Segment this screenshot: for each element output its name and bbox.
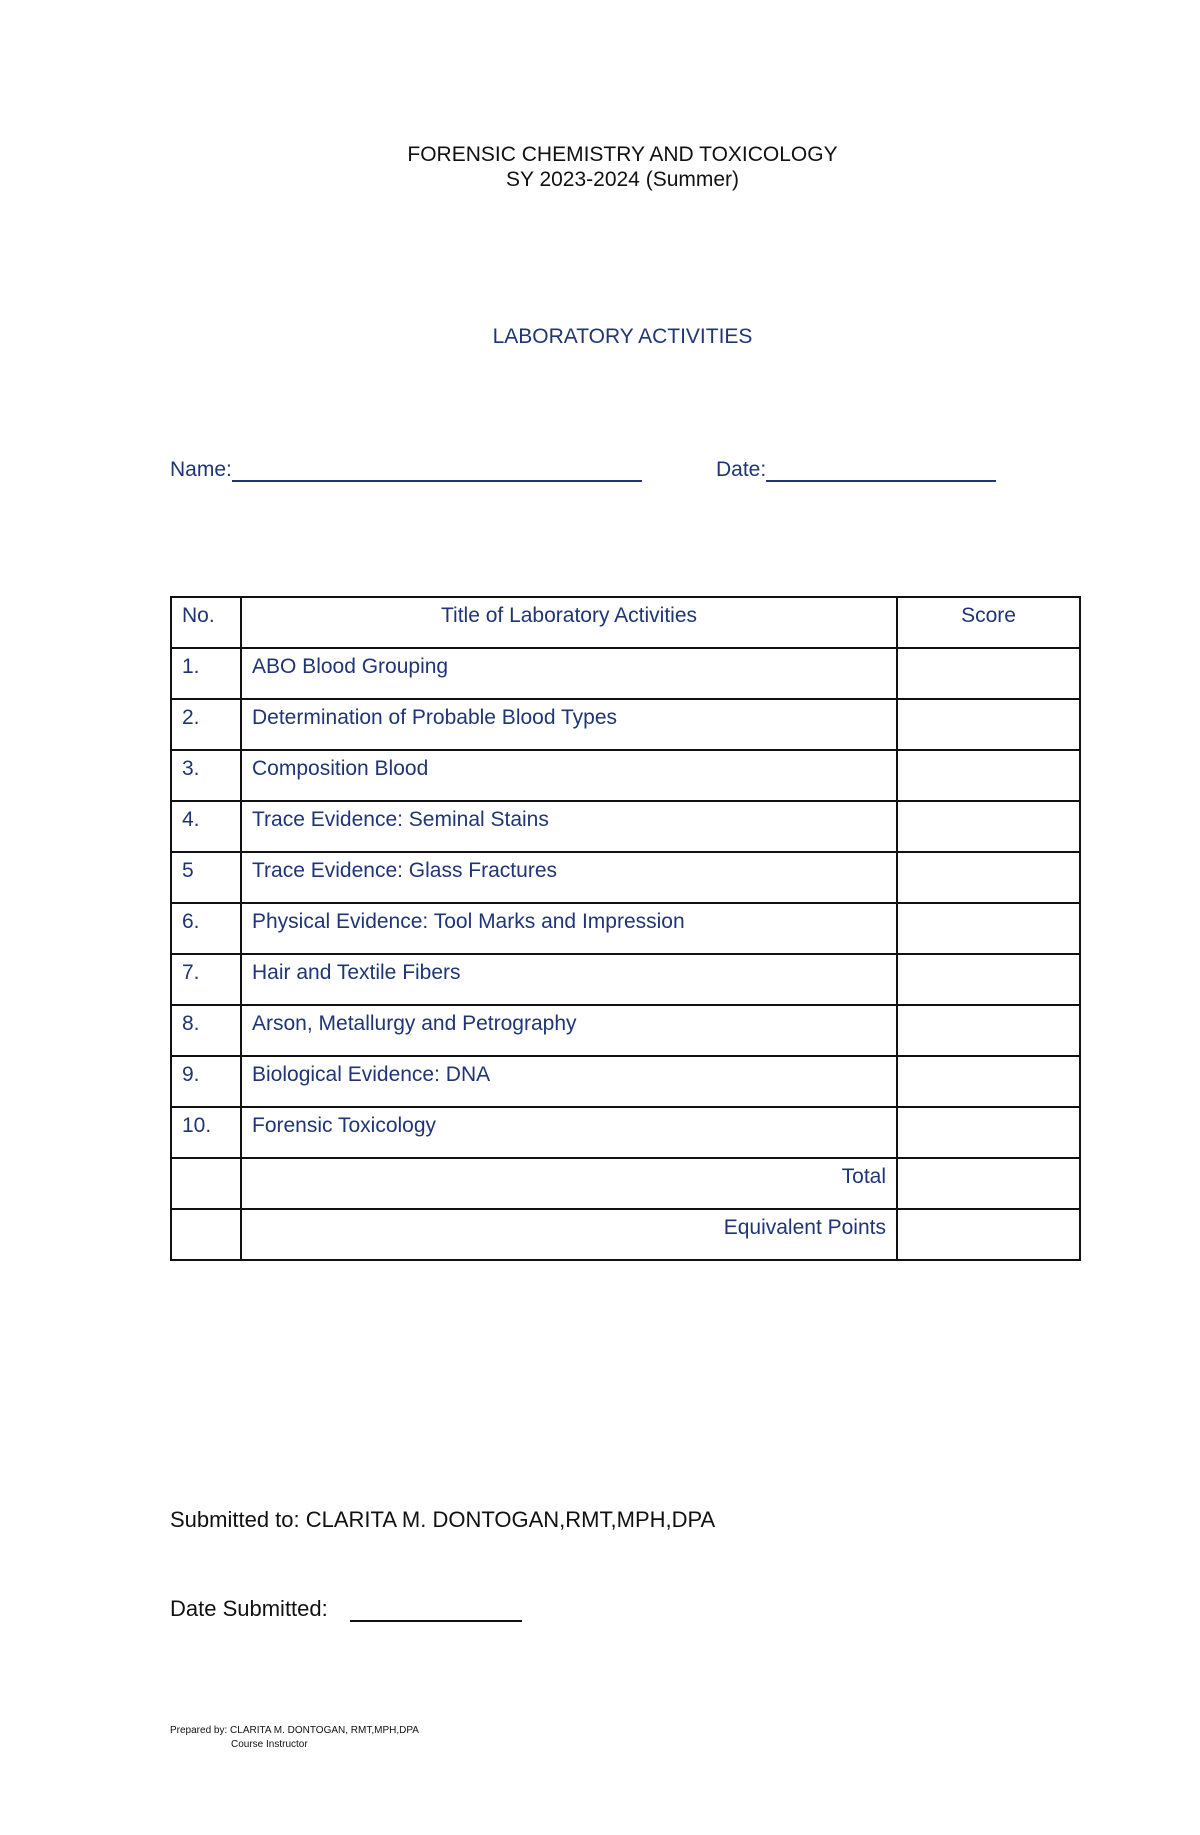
- total-label: Total: [241, 1158, 897, 1209]
- row-no: 3.: [171, 750, 241, 801]
- equivalent-no-cell: [171, 1209, 241, 1260]
- date-blank-line[interactable]: [766, 460, 996, 482]
- course-term: SY 2023-2024 (Summer): [505, 168, 740, 191]
- total-no-cell: [171, 1158, 241, 1209]
- table-row: [171, 1107, 1080, 1158]
- equivalent-points-label: Equivalent Points: [241, 1209, 897, 1260]
- table-row: [171, 1056, 1080, 1107]
- row-score[interactable]: [897, 852, 1080, 903]
- table-header-row: [171, 597, 1080, 648]
- row-title: ABO Blood Grouping: [241, 648, 897, 699]
- row-score[interactable]: [897, 699, 1080, 750]
- row-score[interactable]: [897, 750, 1080, 801]
- course-title: FORENSIC CHEMISTRY AND TOXICOLOGY: [407, 143, 838, 166]
- section-heading: LABORATORY ACTIVITIES: [492, 325, 753, 348]
- row-title: Biological Evidence: DNA: [241, 1056, 897, 1107]
- date-submitted-blank-line[interactable]: [350, 1598, 522, 1622]
- row-no: 7.: [171, 954, 241, 1005]
- table-row: [171, 1005, 1080, 1056]
- row-no: 10.: [171, 1107, 241, 1158]
- equivalent-points-row: [171, 1209, 1080, 1260]
- row-no: 9.: [171, 1056, 241, 1107]
- table-row: [171, 750, 1080, 801]
- row-no: 2.: [171, 699, 241, 750]
- row-title: Composition Blood: [241, 750, 897, 801]
- row-no: 5: [171, 852, 241, 903]
- row-score[interactable]: [897, 954, 1080, 1005]
- submitted-to: Submitted to: CLARITA M. DONTOGAN,RMT,MPH,DPA: [170, 1507, 716, 1532]
- row-title: Hair and Textile Fibers: [241, 954, 897, 1005]
- prepared-role: Course Instructor: [231, 1739, 308, 1750]
- header-score: Score: [897, 597, 1080, 648]
- table-row: [171, 699, 1080, 750]
- table-row: [171, 801, 1080, 852]
- name-blank-line[interactable]: [232, 460, 642, 482]
- name-label: Name:: [170, 458, 232, 481]
- row-score[interactable]: [897, 1005, 1080, 1056]
- equivalent-score-cell[interactable]: [897, 1209, 1080, 1260]
- date-submitted-label: Date Submitted:: [170, 1596, 328, 1621]
- row-score[interactable]: [897, 648, 1080, 699]
- name-field[interactable]: [170, 458, 642, 482]
- row-no: 6.: [171, 903, 241, 954]
- activities-table: [170, 596, 1081, 1261]
- table-row: [171, 852, 1080, 903]
- row-no: 8.: [171, 1005, 241, 1056]
- row-score[interactable]: [897, 801, 1080, 852]
- row-title: Physical Evidence: Tool Marks and Impression: [241, 903, 897, 954]
- date-label: Date:: [716, 458, 767, 481]
- row-score[interactable]: [897, 1056, 1080, 1107]
- row-title: Trace Evidence: Seminal Stains: [241, 801, 897, 852]
- date-submitted-field[interactable]: [170, 1596, 522, 1622]
- table-row: [171, 954, 1080, 1005]
- row-title: Trace Evidence: Glass Fractures: [241, 852, 897, 903]
- date-field[interactable]: [716, 458, 996, 482]
- row-title: Determination of Probable Blood Types: [241, 699, 897, 750]
- row-score[interactable]: [897, 1107, 1080, 1158]
- row-no: 1.: [171, 648, 241, 699]
- header-no: No.: [171, 597, 241, 648]
- row-title: Forensic Toxicology: [241, 1107, 897, 1158]
- table-row: [171, 903, 1080, 954]
- row-score[interactable]: [897, 903, 1080, 954]
- total-score-cell[interactable]: [897, 1158, 1080, 1209]
- row-title: Arson, Metallurgy and Petrography: [241, 1005, 897, 1056]
- table-row: [171, 648, 1080, 699]
- row-no: 4.: [171, 801, 241, 852]
- total-row: [171, 1158, 1080, 1209]
- header-title: Title of Laboratory Activities: [241, 597, 897, 648]
- prepared-by: Prepared by: CLARITA M. DONTOGAN, RMT,MPH,DPA: [170, 1725, 419, 1736]
